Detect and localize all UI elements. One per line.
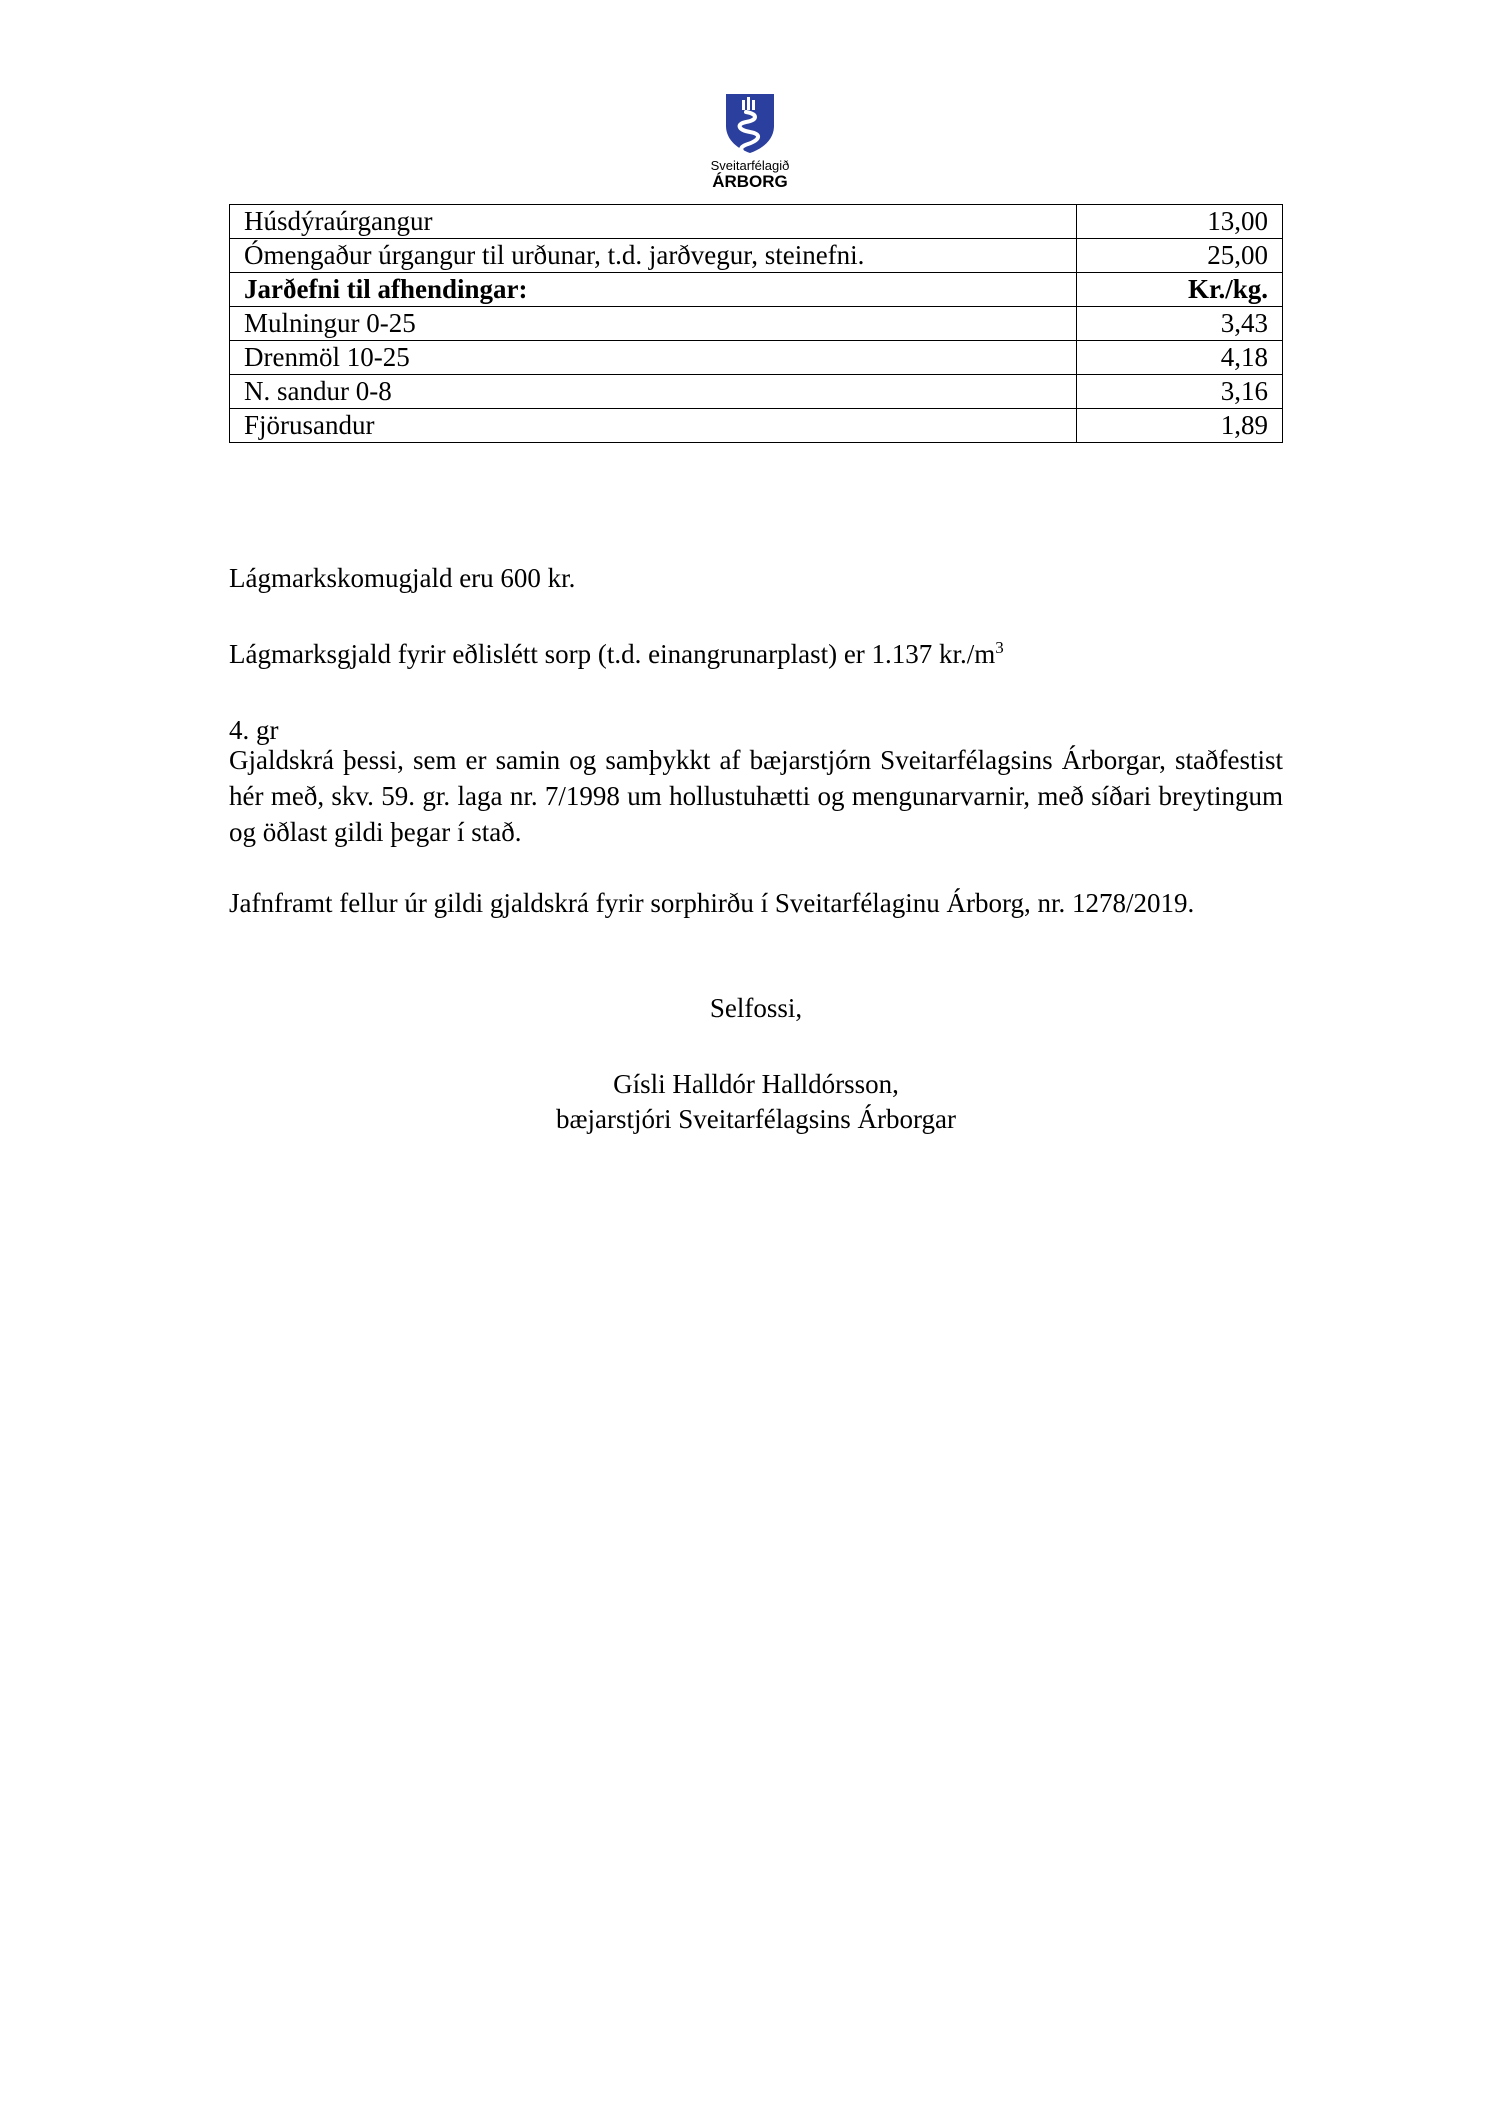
min-light-waste-fee-text: Lágmarksgjald fyrir eðlislétt sorp (t.d. einangrunarplast) er 1.137 kr./m <box>229 639 996 669</box>
material-label: Mulningur 0-25 <box>230 307 1077 341</box>
municipality-logo <box>700 92 800 191</box>
superscript-unit: 3 <box>995 638 1004 657</box>
fee-value: 13,00 <box>1076 205 1282 239</box>
material-price: 3,43 <box>1076 307 1282 341</box>
material-price: 4,18 <box>1076 341 1282 375</box>
fee-label: Húsdýraúrgangur <box>230 205 1077 239</box>
shield-logo-icon <box>724 92 776 154</box>
section-heading-label: Jarðefni til afhendingar: <box>230 273 1077 307</box>
logo-org-big: ÁRBORG <box>712 172 788 191</box>
signatory-title: bæjarstjóri Sveitarfélagsins Árborgar <box>556 1104 956 1134</box>
fee-value: 25,00 <box>1076 239 1282 273</box>
repeal-paragraph: Jafnframt fellur úr gildi gjaldskrá fyrir sorphirðu í Sveitarfélaginu Árborg, nr. 1278/2019. <box>229 888 1195 918</box>
fee-label: Ómengaður úrgangur til urðunar, t.d. jarðvegur, steinefni. <box>230 239 1077 273</box>
logo-org-small: Sveitarfélagið <box>710 158 790 173</box>
article-heading: 4. gr <box>229 715 279 745</box>
place: Selfossi, <box>709 993 803 1023</box>
table-row <box>230 375 1283 409</box>
min-visit-fee: Lágmarkskomugjald eru 600 kr. <box>229 563 576 593</box>
fee-table <box>229 204 1283 443</box>
table-row <box>230 341 1283 375</box>
material-label: Fjörusandur <box>230 409 1077 443</box>
table-row <box>230 409 1283 443</box>
table-row <box>230 307 1283 341</box>
article-body: Gjaldskrá þessi, sem er samin og samþykkt af bæjarstjórn Sveitarfélagsins Árborgar, staðfestist hér með, skv. 59. gr. laga nr. 7/1998 um hollustuhætti og mengunarvarnir, með síðari breytingum og öðlast gildi þegar í stað. <box>229 745 1283 847</box>
table-row <box>230 205 1283 239</box>
material-price: 3,16 <box>1076 375 1282 409</box>
min-light-waste-fee <box>229 636 1283 672</box>
table-row <box>230 239 1283 273</box>
material-label: N. sandur 0-8 <box>230 375 1077 409</box>
signatory-name: Gísli Halldór Halldórsson, <box>613 1069 899 1099</box>
material-label: Drenmöl 10-25 <box>230 341 1077 375</box>
section-heading-unit: Kr./kg. <box>1076 273 1282 307</box>
material-price: 1,89 <box>1076 409 1282 443</box>
table-section-heading <box>230 273 1283 307</box>
